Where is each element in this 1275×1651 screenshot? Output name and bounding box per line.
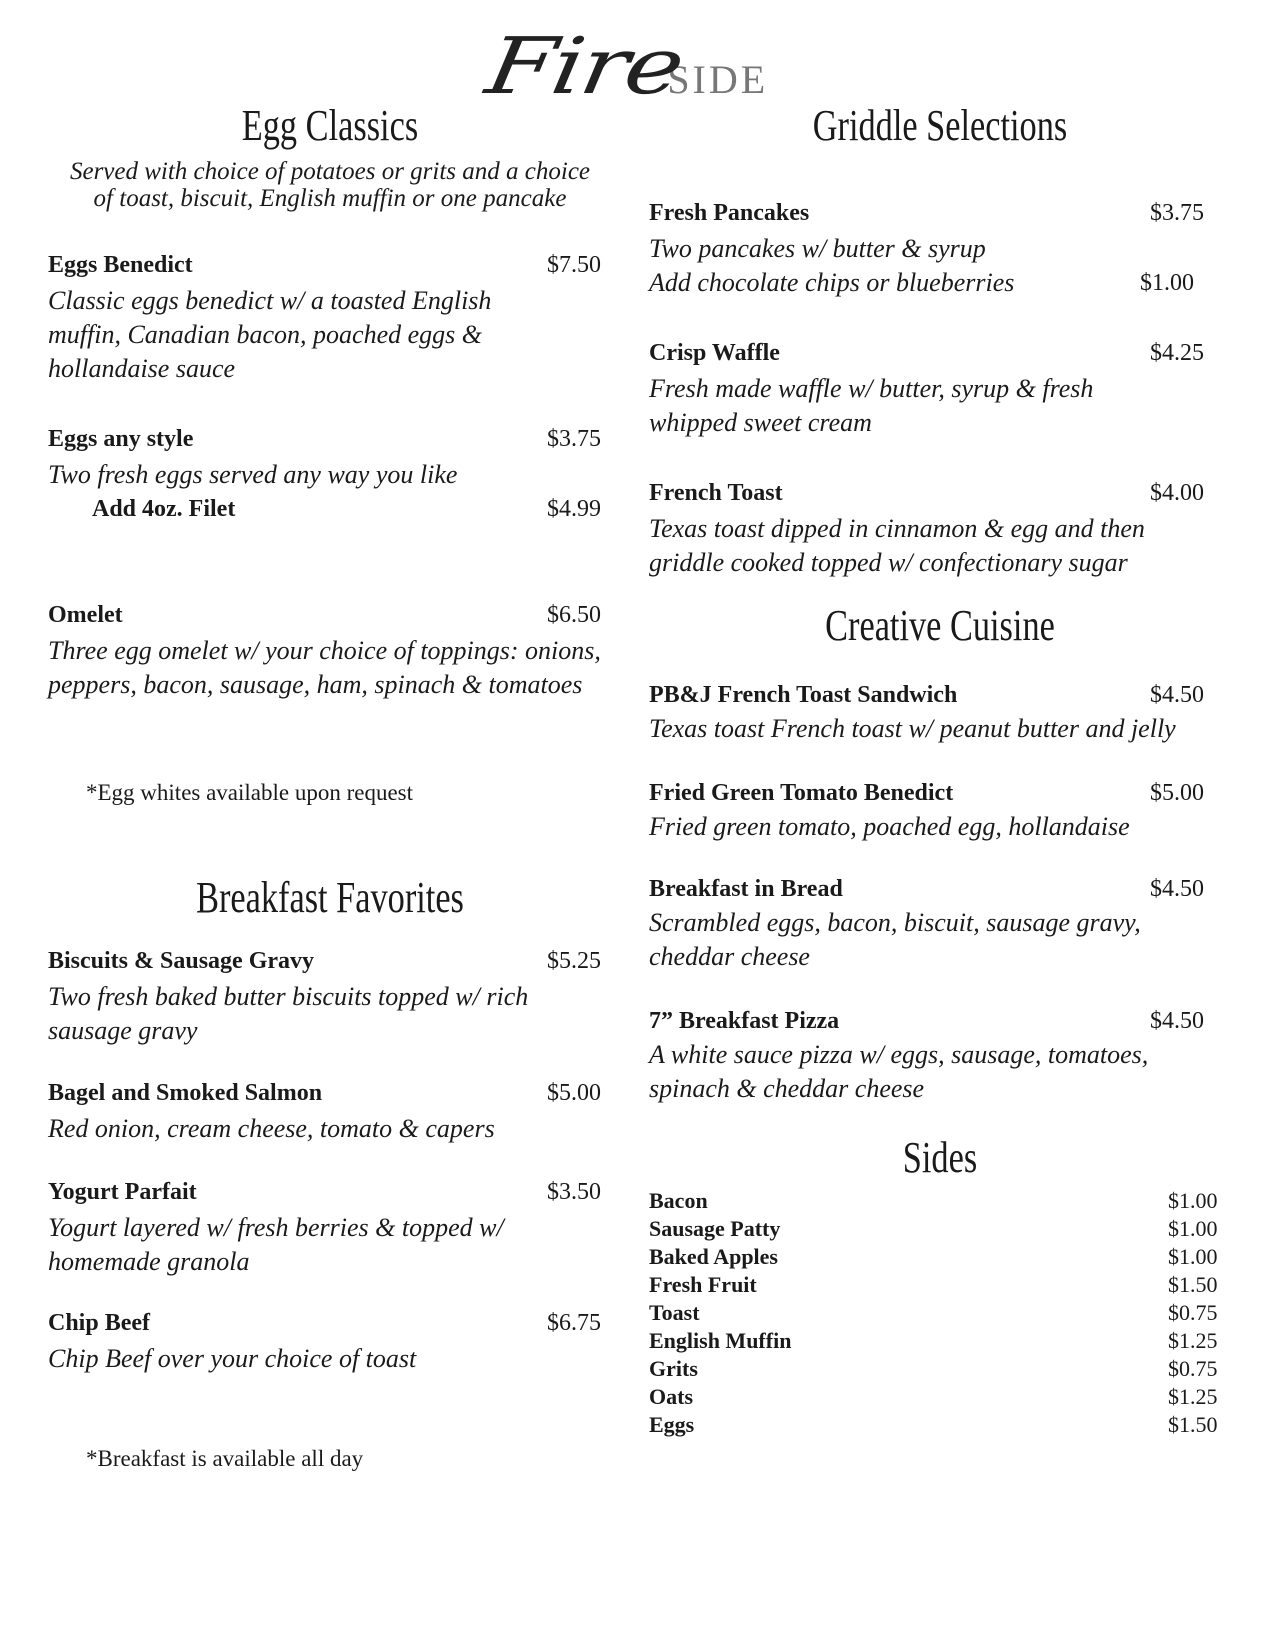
- item-price: $4.50: [1150, 876, 1204, 902]
- item-price: $5.00: [547, 1080, 601, 1106]
- item-description: Texas toast French toast w/ peanut butter and jelly: [649, 714, 1176, 743]
- section-title-sides: Sides: [902, 1133, 978, 1182]
- side-name: Toast: [649, 1300, 700, 1325]
- item-name: Eggs any style: [48, 426, 194, 452]
- item-description: Yogurt layered w/ fresh berries & topped w/ homemade granola: [48, 1213, 504, 1276]
- breakfast-all-day-note: *Breakfast is available all day: [86, 1446, 364, 1471]
- item-price: $3.50: [547, 1179, 601, 1205]
- item-price: $7.50: [547, 252, 601, 278]
- side-name: Fresh Fruit: [649, 1272, 757, 1297]
- item-price: $3.75: [547, 426, 601, 452]
- side-name: Bacon: [649, 1188, 708, 1213]
- logo-script-text: Fire: [479, 22, 689, 112]
- subtitle-line-1: Served with choice of potatoes or grits and a choice: [69, 158, 591, 185]
- fireside-logo: [0, 22, 1275, 112]
- side-price: $1.50: [1168, 1412, 1218, 1437]
- item-price: $4.00: [1150, 480, 1204, 506]
- item-name: Crisp Waffle: [649, 340, 780, 366]
- side-name: Sausage Patty: [649, 1216, 781, 1241]
- section-title-breakfast-favorites: Breakfast Favorites: [196, 873, 464, 922]
- item-description: Two fresh eggs served any way you like: [48, 460, 458, 489]
- item-description: Fresh made waffle w/ butter, syrup & fresh whipped sweet cream: [649, 374, 1094, 437]
- item-description: Red onion, cream cheese, tomato & capers: [48, 1114, 495, 1143]
- item-description: Chip Beef over your choice of toast: [48, 1344, 417, 1373]
- section-title-egg-classics: Egg Classics: [241, 101, 419, 150]
- item-price: $4.50: [1150, 682, 1204, 708]
- addon-name: Add 4oz. Filet: [92, 496, 236, 522]
- side-price: $1.00: [1168, 1188, 1218, 1213]
- side-price: $1.50: [1168, 1272, 1218, 1297]
- item-name: French Toast: [649, 480, 783, 506]
- side-price: $0.75: [1168, 1300, 1218, 1325]
- item-name: Chip Beef: [48, 1310, 150, 1336]
- side-name: Grits: [649, 1356, 698, 1381]
- side-name: Baked Apples: [649, 1244, 778, 1269]
- section-title-griddle-selections: Griddle Selections: [812, 101, 1068, 150]
- side-price: $1.00: [1168, 1216, 1218, 1241]
- item-description: A white sauce pizza w/ eggs, sausage, tomatoes, spinach & cheddar cheese: [649, 1040, 1149, 1103]
- item-description: Texas toast dipped in cinnamon & egg and then griddle cooked topped w/ confectionary sugar: [649, 514, 1145, 577]
- item-description: Three egg omelet w/ your choice of toppings: onions, peppers, bacon, sausage, ham, spinach & tomatoes: [48, 636, 601, 699]
- item-name: Breakfast in Bread: [649, 876, 843, 902]
- item-name: Yogurt Parfait: [48, 1179, 197, 1205]
- item-name: 7” Breakfast Pizza: [649, 1008, 840, 1034]
- side-price: $1.00: [1168, 1244, 1218, 1269]
- item-description: Fried green tomato, poached egg, hollandaise: [649, 812, 1130, 841]
- item-price: $5.00: [1150, 780, 1204, 806]
- subtitle-line-2: of toast, biscuit, English muffin or one pancake: [93, 185, 567, 212]
- item-description: Two pancakes w/ butter & syrup: [649, 234, 986, 263]
- item-price: $4.50: [1150, 1008, 1204, 1034]
- item-description: Scrambled eggs, bacon, biscuit, sausage gravy, cheddar cheese: [649, 908, 1141, 971]
- item-price: $6.75: [547, 1310, 601, 1336]
- item-name: Eggs Benedict: [48, 252, 193, 278]
- side-name: Eggs: [649, 1412, 695, 1437]
- item-name: Omelet: [48, 602, 123, 628]
- item-name: Fresh Pancakes: [649, 200, 810, 226]
- item-name: PB&J French Toast Sandwich: [649, 682, 958, 708]
- side-name: Oats: [649, 1384, 693, 1409]
- item-description: Classic eggs benedict w/ a toasted English muffin, Canadian bacon, poached eggs & hollandaise sauce: [48, 286, 492, 383]
- egg-classics-subtitle: [40, 158, 620, 212]
- egg-whites-note: *Egg whites available upon request: [86, 780, 414, 805]
- item-name: Fried Green Tomato Benedict: [649, 780, 954, 806]
- addon-price: $4.99: [547, 496, 601, 522]
- item-price: $6.50: [547, 602, 601, 628]
- item-name: Biscuits & Sausage Gravy: [48, 948, 315, 974]
- item-price: $5.25: [547, 948, 601, 974]
- item-description: Two fresh baked butter biscuits topped w/ rich sausage gravy: [48, 982, 529, 1045]
- item-name: Bagel and Smoked Salmon: [48, 1080, 323, 1106]
- addon-description: Add chocolate chips or blueberries: [649, 268, 1015, 297]
- side-price: $1.25: [1168, 1328, 1218, 1353]
- item-price: $4.25: [1150, 340, 1204, 366]
- side-price: $0.75: [1168, 1356, 1218, 1381]
- section-title-creative-cuisine: Creative Cuisine: [825, 601, 1055, 650]
- addon-price: $1.00: [1140, 270, 1194, 296]
- side-name: English Muffin: [649, 1328, 792, 1353]
- logo-side-text: SIDE: [667, 57, 769, 102]
- item-price: $3.75: [1150, 200, 1204, 226]
- side-price: $1.25: [1168, 1384, 1218, 1409]
